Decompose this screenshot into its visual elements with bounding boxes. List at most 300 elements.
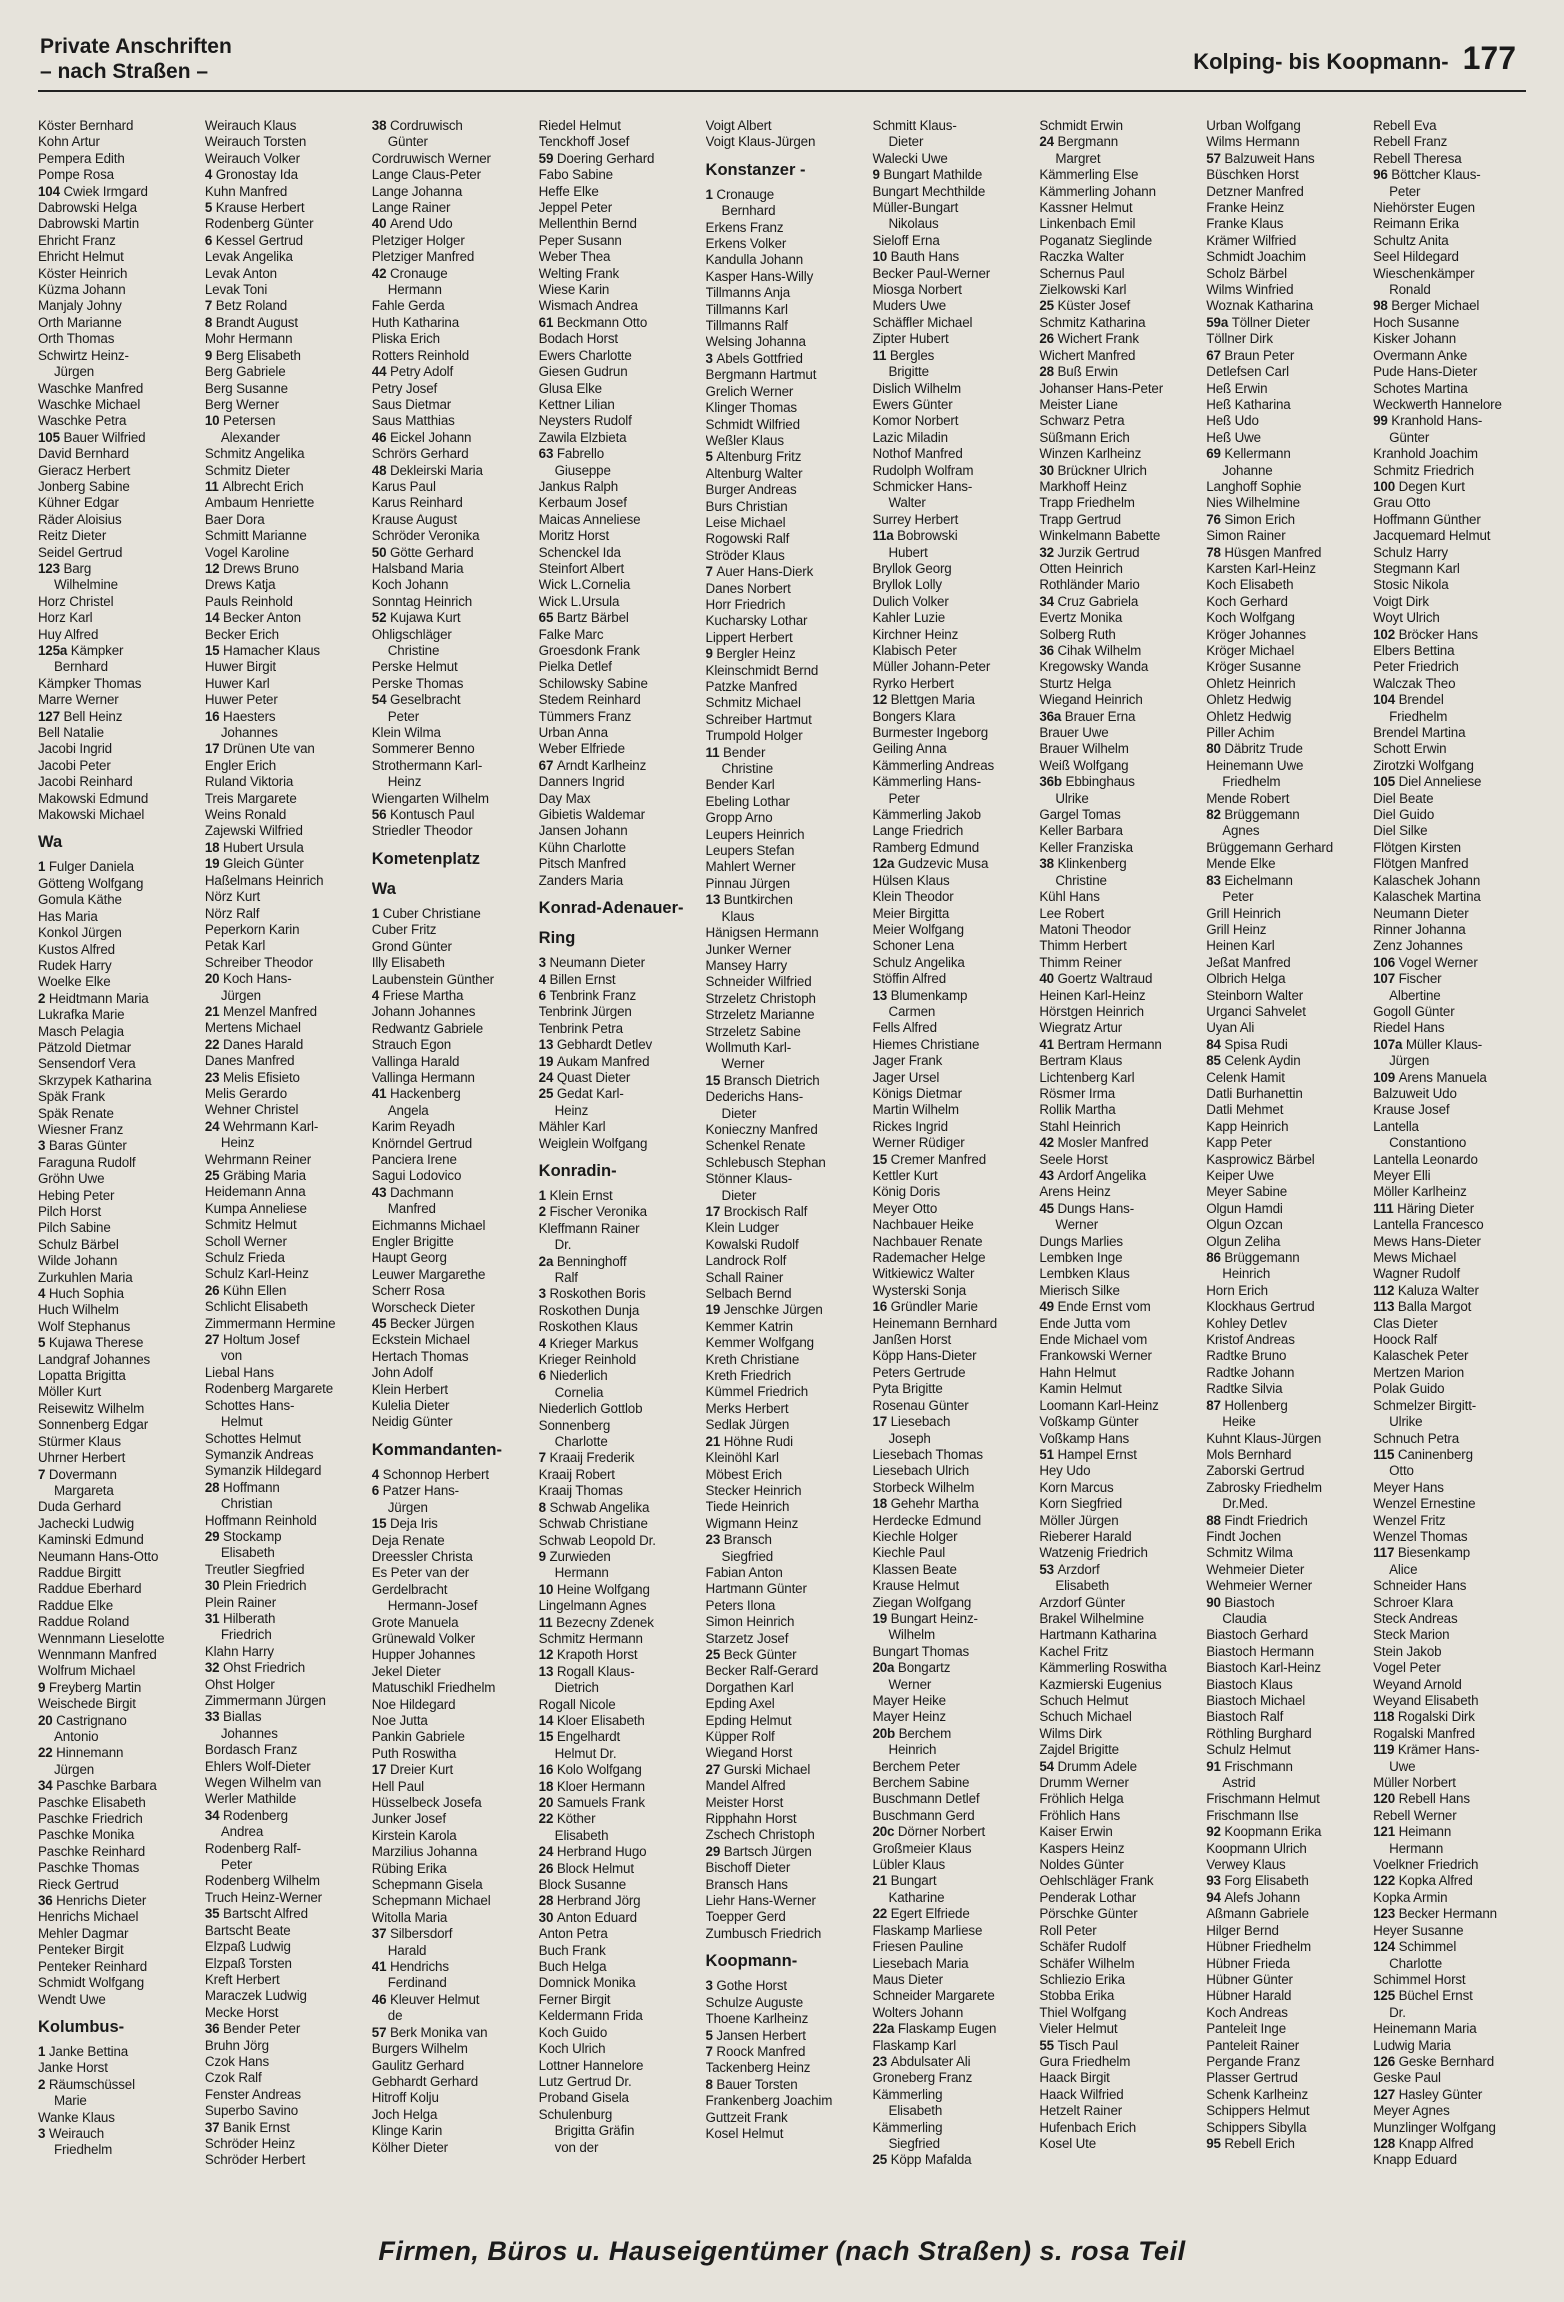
resident-entry: Schulze Auguste (705, 1994, 804, 2010)
resident-entry: Kalaschek Peter (1373, 1348, 1469, 1364)
entry-continuation: Hermann (1389, 1840, 1444, 1856)
resident-entry: 11 Bender (705, 744, 766, 760)
resident-entry: Heffe Elke (538, 183, 599, 199)
resident-entry: Geske Paul (1373, 2070, 1441, 2086)
entry-continuation: Ulrike (1389, 1414, 1423, 1430)
resident-entry: Zschech Christoph (705, 1827, 815, 1843)
resident-entry: Starzetz Josef (705, 1630, 789, 1646)
resident-entry: Leupers Stefan (705, 843, 795, 859)
resident-entry: Lantella (1373, 1118, 1419, 1134)
resident-entry: Mierisch Silke (1039, 1282, 1120, 1298)
resident-entry: Pergande Franz (1206, 2053, 1301, 2069)
entry-continuation: Andrea (220, 1824, 264, 1840)
resident-entry: Kämmerling Else (1039, 167, 1139, 183)
entry-continuation: Angela (387, 1102, 429, 1118)
resident-entry: Sturtz Helga (1039, 675, 1112, 691)
resident-entry: Rübing Erika (371, 1860, 447, 1876)
resident-entry: 57 Berk Monika van (371, 2024, 488, 2040)
entry-continuation: Heinz (220, 1135, 255, 1151)
resident-entry: Rieck Gertrud (38, 1876, 119, 1892)
resident-entry: Koch Ulrich (538, 2041, 606, 2057)
resident-entry: Strzeletz Christoph (705, 990, 816, 1006)
entry-continuation: von der (554, 2139, 599, 2155)
resident-entry: Illy Elisabeth (371, 955, 445, 971)
resident-entry: Knapp Eduard (1373, 2152, 1457, 2168)
resident-entry: 119 Krämer Hans- (1373, 1742, 1480, 1758)
resident-entry: Woelke Elke (38, 974, 111, 990)
resident-entry: Sensendorf Vera (38, 1056, 136, 1072)
entry-continuation: Christian (220, 1496, 273, 1512)
entry-continuation: Antonio (54, 1729, 99, 1744)
resident-entry: Roll Peter (1039, 1922, 1097, 1938)
resident-entry: Seele Horst (1039, 1151, 1108, 1167)
entry-continuation: Jürgen (54, 1761, 95, 1777)
resident-entry: Riedel Helmut (538, 118, 621, 133)
entry-continuation: Elisabeth (888, 2103, 943, 2119)
resident-entry: 49 Ende Ernst vom (1039, 1299, 1151, 1315)
resident-entry: Heß Erwin (1206, 380, 1268, 396)
resident-entry: 121 Heimann (1373, 1824, 1452, 1840)
resident-entry: 76 Simon Erich (1206, 511, 1295, 527)
resident-entry: Kosel Ute (1039, 2135, 1097, 2151)
resident-entry: Pitsch Manfred (538, 856, 626, 872)
entry-continuation: Klaus (721, 908, 755, 924)
resident-entry: 91 Frischmann (1206, 1758, 1293, 1774)
resident-entry: Trapp Friedhelm (1039, 495, 1135, 511)
entry-continuation: Claudia (1222, 1610, 1267, 1626)
resident-entry: Drumm Werner (1039, 1775, 1129, 1791)
resident-entry: Kämmerling Jakob (872, 807, 981, 823)
resident-entry: Schmidt Wolfgang (38, 1975, 145, 1991)
resident-entry: Ruland Viktoria (204, 774, 294, 790)
resident-entry: Schenkel Renate (705, 1138, 806, 1154)
resident-entry: Witolla Maria (371, 1909, 448, 1925)
resident-entry: Jansen Johann (538, 823, 628, 839)
resident-entry: Wendt Uwe (38, 1991, 106, 2007)
resident-entry: Bungart Thomas (872, 1643, 970, 1659)
resident-entry: Rogalski Manfred (1373, 1725, 1475, 1741)
resident-entry: Symanzik Andreas (204, 1446, 314, 1462)
resident-entry: Noe Hildegard (371, 1696, 456, 1712)
resident-entry: Sagui Lodovico (371, 1168, 462, 1184)
resident-entry: Jankus Ralph (538, 478, 618, 494)
resident-entry: Jager Frank (872, 1053, 943, 1069)
resident-entry: Kiechle Paul (872, 1545, 946, 1561)
resident-entry: Zimmermann Hermine (204, 1315, 336, 1331)
resident-entry: Hebing Peter (38, 1187, 115, 1203)
street-heading: Wa (38, 833, 63, 852)
resident-entry: Striedler Theodor (371, 823, 473, 839)
resident-entry: Grote Manuela (371, 1614, 459, 1630)
entry-continuation: Günter (1389, 429, 1430, 445)
resident-entry: Simon Rainer (1206, 528, 1286, 544)
resident-entry: Poganatz Sieglinde (1039, 232, 1153, 248)
resident-entry: Schulz Harry (1373, 544, 1448, 560)
resident-entry: Grill Heinz (1206, 921, 1267, 937)
resident-entry: Halsband Maria (371, 560, 464, 576)
resident-entry: Rebell Theresa (1373, 150, 1462, 166)
entry-continuation: Heinz (554, 1102, 589, 1118)
entry-continuation: Jürgen (387, 1499, 428, 1515)
resident-entry: Diel Guido (1373, 807, 1435, 823)
resident-entry: Krause Helmut (872, 1578, 960, 1594)
resident-entry: Kraaij Thomas (538, 1483, 623, 1499)
resident-entry: 104 Brendel (1373, 692, 1444, 708)
resident-entry: Sommerer Benno (371, 741, 475, 757)
resident-entry: Schmitz Friedrich (1373, 462, 1474, 478)
resident-entry: Kleinschmidt Bernd (705, 662, 819, 678)
resident-entry: Worscheck Dieter (371, 1299, 475, 1315)
resident-entry: Zipter Hubert (872, 331, 949, 347)
entry-continuation: Ronald (1389, 282, 1431, 298)
resident-entry: Wiese Karin (538, 282, 610, 298)
resident-entry: Schottes Helmut (204, 1430, 301, 1446)
resident-entry: Grond Günter (371, 938, 452, 954)
resident-entry: Lantella Leonardo (1373, 1151, 1478, 1167)
resident-entry: Maus Dieter (872, 1971, 943, 1987)
resident-entry: Jeppel Peter (538, 200, 613, 216)
resident-entry: 4 Gronostay Ida (204, 167, 298, 183)
resident-entry: Rebell Franz (1373, 134, 1448, 150)
resident-entry: Strauch Egon (371, 1037, 452, 1053)
entry-continuation: Marie (54, 2093, 87, 2109)
resident-entry: König Doris (872, 1184, 941, 1200)
resident-entry: Schmitz Dieter (204, 462, 290, 478)
directory-column (38, 118, 193, 2183)
resident-entry: 6 Patzer Hans- (371, 1483, 459, 1499)
resident-entry: Hartmann Katharina (1039, 1627, 1157, 1643)
resident-entry: Saus Dietmar (371, 396, 452, 412)
resident-entry: Flötgen Manfred (1373, 856, 1469, 872)
resident-entry: Schwarz Petra (1039, 413, 1125, 429)
resident-entry: Lottner Hannelore (538, 2057, 644, 2073)
resident-entry: Zawila Elzbieta (538, 429, 627, 445)
resident-entry: Rudek Harry (38, 957, 112, 973)
resident-entry: Penteker Reinhard (38, 1958, 148, 1974)
resident-entry: Müller Johann-Peter (872, 659, 991, 675)
resident-entry: Arzdorf Günter (1039, 1594, 1126, 1610)
resident-entry: 26 Kühn Ellen (204, 1282, 287, 1298)
resident-entry: Räder Aloisius (38, 511, 122, 527)
resident-entry: Welting Frank (538, 265, 620, 281)
entry-continuation: Constantiono (1389, 1135, 1467, 1151)
resident-entry: Buschmann Detlef (872, 1791, 980, 1807)
resident-entry: 21 Menzel Manfred (204, 1003, 317, 1019)
entry-continuation: Dieter (721, 1187, 757, 1203)
resident-entry: Scholl Werner (204, 1233, 287, 1249)
resident-entry: Munzlinger Wolfgang (1373, 2119, 1496, 2135)
resident-entry: Liehr Hans-Werner (705, 1893, 816, 1909)
resident-entry: 12 Krapoth Horst (538, 1647, 638, 1663)
resident-entry: 92 Koopmann Erika (1206, 1824, 1322, 1840)
entry-continuation: Elisabeth (220, 1545, 275, 1561)
resident-entry: 22 Danes Harald (204, 1036, 304, 1052)
resident-entry: Ende Michael vom (1039, 1332, 1148, 1348)
resident-entry: 88 Findt Friedrich (1206, 1512, 1308, 1528)
resident-entry: Ambaum Henriette (204, 495, 315, 511)
resident-entry: Wilms Winfried (1206, 282, 1294, 298)
resident-entry: Makowski Edmund (38, 790, 149, 806)
directory-column (539, 118, 694, 2183)
entry-continuation: Friedhelm (1389, 708, 1448, 724)
resident-entry: Ferner Birgit (538, 1991, 611, 2007)
entry-continuation: Peter (220, 1857, 253, 1873)
resident-entry: Hetzelt Rainer (1039, 2103, 1123, 2119)
resident-entry: 26 Block Helmut (538, 1860, 634, 1876)
resident-entry: Hufenbach Erich (1039, 2119, 1137, 2135)
resident-entry: Schmicker Hans- (872, 478, 973, 494)
resident-entry: Wenzel Fritz (1373, 1512, 1446, 1528)
resident-entry: Kölher Dieter (371, 2139, 448, 2155)
resident-entry: Buch Helga (538, 1959, 607, 1975)
resident-entry: Uyan Ali (1206, 1020, 1255, 1036)
entry-continuation: Brigitta Gräfin (554, 2123, 635, 2139)
resident-entry: Sedlak Jürgen (705, 1417, 790, 1433)
resident-entry: Gogoll Günter (1373, 1003, 1455, 1019)
resident-entry: 25 Gräbing Maria (204, 1168, 306, 1183)
entry-continuation: Cornelia (554, 1384, 604, 1400)
resident-entry: Kerbaum Josef (538, 495, 627, 511)
resident-entry: Ripphahn Horst (705, 1811, 797, 1827)
resident-entry: Kaiser Erwin (1039, 1824, 1113, 1840)
resident-entry: 124 Schimmel (1373, 1939, 1457, 1955)
resident-entry: Lichtenberg Karl (1039, 1069, 1135, 1085)
resident-entry: Strzeletz Marianne (705, 1007, 815, 1023)
resident-entry: Kalaschek Martina (1373, 889, 1481, 905)
resident-entry: Levak Toni (204, 282, 268, 298)
resident-entry: 30 Plein Friedrich (204, 1578, 307, 1594)
resident-entry: Woznak Katharina (1206, 298, 1313, 314)
resident-entry: Wolf Stephanus (38, 1318, 131, 1334)
resident-entry: Aßmann Gabriele (1206, 1906, 1309, 1922)
directory-columns (38, 118, 1528, 2183)
resident-entry: Waschke Petra (38, 413, 127, 429)
resident-entry: Schottes Hans- (204, 1397, 295, 1413)
resident-entry: Kämmerling (872, 2086, 943, 2102)
resident-entry: Klein Theodor (872, 889, 954, 905)
resident-entry: 44 Petry Adolf (371, 364, 454, 380)
resident-entry: Noe Jutta (371, 1712, 428, 1728)
resident-entry: Oehlschläger Frank (1039, 1873, 1154, 1889)
entry-continuation: Johannes (220, 725, 278, 741)
entry-continuation: Heinz (387, 774, 422, 790)
resident-entry: Jacobi Reinhard (38, 774, 133, 790)
resident-entry: Levak Angelika (204, 249, 293, 265)
resident-entry: Kapp Heinrich (1206, 1118, 1289, 1134)
resident-entry: Kettler Kurt (872, 1168, 938, 1183)
resident-entry: Heinemann Bernhard (872, 1315, 998, 1331)
resident-entry: Wennmann Lieselotte (38, 1630, 165, 1646)
resident-entry: 29 Stockamp (204, 1528, 282, 1544)
resident-entry: Kulelia Dieter (371, 1398, 450, 1414)
resident-entry: Paschke Reinhard (38, 1843, 146, 1859)
resident-entry: 82 Brüggemann (1206, 807, 1300, 823)
resident-entry: Ohletz Heinrich (1206, 675, 1296, 691)
resident-entry: Olgun Hamdi (1206, 1200, 1283, 1216)
resident-entry: Neidig Günter (371, 1414, 453, 1430)
resident-entry: Olgun Zeliha (1206, 1233, 1281, 1249)
resident-entry: Heß Udo (1206, 413, 1259, 429)
resident-entry: Schmitz Katharina (1039, 314, 1146, 330)
resident-entry: Sonnenberg (538, 1417, 611, 1433)
resident-entry: 45 Dungs Hans- (1039, 1200, 1134, 1216)
resident-entry: 21 Höhne Rudi (705, 1433, 793, 1449)
resident-entry: Konieczny Manfred (705, 1121, 818, 1137)
resident-entry: 54 Geselbracht (371, 692, 461, 708)
resident-entry: Klein Wilma (371, 725, 441, 741)
entry-continuation: Brigitte (888, 364, 929, 380)
resident-entry: Huy Alfred (38, 626, 99, 642)
resident-entry: Dislich Wilhelm (872, 380, 961, 396)
resident-entry: Kohley Detlev (1206, 1315, 1287, 1331)
entry-continuation: Jürgen (54, 364, 95, 380)
resident-entry: Waschke Michael (38, 396, 141, 412)
resident-entry: Wenzel Ernestine (1373, 1496, 1476, 1512)
entry-continuation: Heike (1222, 1414, 1256, 1430)
resident-entry: Meier Birgitta (872, 905, 950, 921)
resident-entry: Kapp Peter (1206, 1135, 1272, 1151)
resident-entry: Treis Margarete (204, 790, 297, 806)
resident-entry: Henrichs Michael (38, 1909, 139, 1925)
resident-entry: Nothof Manfred (872, 446, 963, 462)
resident-entry: 9 Bungart Mathilde (872, 167, 983, 183)
resident-entry: Schippers Sibylla (1206, 2119, 1307, 2135)
resident-entry: Toepper Gerd (705, 1909, 786, 1925)
resident-entry: 105 Diel Anneliese (1373, 774, 1482, 790)
resident-entry: Frankowski Werner (1039, 1348, 1152, 1364)
resident-entry: Kasper Hans-Willy (705, 268, 814, 284)
resident-entry: Hupper Johannes (371, 1647, 476, 1663)
resident-entry: Kettner Lilian (538, 396, 615, 412)
resident-entry: 11 Bezecny Zdenek (538, 1614, 654, 1630)
resident-entry: Herdecke Edmund (872, 1512, 982, 1528)
resident-entry: Leupers Heinrich (705, 826, 805, 842)
resident-entry: 1 Klein Ernst (538, 1187, 613, 1203)
resident-entry: Ramberg Edmund (872, 839, 980, 855)
entry-continuation: Agnes (1222, 823, 1260, 839)
entry-continuation: Jürgen (220, 987, 261, 1003)
resident-entry: Heß Uwe (1206, 429, 1261, 445)
resident-entry: Schröder Herbert (204, 2152, 306, 2168)
resident-entry: 10 Bauth Hans (872, 249, 960, 265)
resident-entry: 100 Degen Kurt (1373, 478, 1465, 494)
resident-entry: 125a Kämpker (38, 643, 124, 658)
resident-entry: Danners Ingrid (538, 774, 625, 790)
resident-entry: Balzuweit Udo (1373, 1085, 1457, 1101)
resident-entry: Hahn Helmut (1039, 1364, 1116, 1380)
resident-entry: Hübner Frieda (1206, 1955, 1290, 1971)
resident-entry: Mohr Hermann (204, 331, 293, 347)
resident-entry: Tenbrink Petra (538, 1020, 623, 1036)
resident-entry: Huch Wilhelm (38, 1302, 119, 1318)
resident-entry: Kirchner Heinz (872, 626, 959, 642)
resident-entry: Müller Norbert (1373, 1775, 1456, 1791)
resident-entry: Hilger Bernd (1206, 1922, 1279, 1938)
resident-entry: Schuch Michael (1039, 1709, 1132, 1725)
resident-entry: Hiemes Christiane (872, 1036, 980, 1052)
resident-entry: Bordasch Franz (204, 1742, 298, 1758)
resident-entry: Zurkuhlen Maria (38, 1269, 133, 1285)
resident-entry: Lange Johanna (371, 183, 463, 199)
resident-entry: Kuhn Manfred (204, 183, 288, 199)
resident-entry: Gibietis Waldemar (538, 807, 645, 823)
resident-entry: Bongers Klara (872, 708, 956, 724)
resident-entry: 2 Räumschüssel (38, 2076, 135, 2092)
resident-entry: Peters Ilona (705, 1597, 776, 1613)
resident-entry: 52 Kujawa Kurt (371, 610, 461, 626)
resident-entry: Rebell Werner (1373, 1807, 1457, 1823)
resident-entry: Datli Mehmet (1206, 1102, 1284, 1118)
resident-entry: Pliska Erich (371, 331, 440, 347)
resident-entry: Becker Paul-Werner (872, 265, 991, 281)
resident-entry: 23 Bransch (705, 1532, 772, 1548)
resident-entry: Kopka Armin (1373, 1889, 1448, 1905)
resident-entry: 16 Haesters (204, 708, 276, 724)
resident-entry: 34 Paschke Barbara (38, 1778, 157, 1794)
resident-entry: Panteleit Rainer (1206, 2037, 1300, 2053)
resident-entry: 86 Brüggemann (1206, 1250, 1300, 1266)
resident-entry: 42 Mosler Manfred (1039, 1135, 1149, 1151)
resident-entry: Weischede Birgit (38, 1696, 136, 1712)
resident-entry: 27 Holtum Josef (204, 1332, 300, 1348)
resident-entry: Bryllok Lolly (872, 577, 942, 593)
resident-entry: 30 Anton Eduard (538, 1909, 637, 1925)
resident-entry: Nachbauer Heike (872, 1217, 974, 1233)
resident-entry: Wanke Klaus (38, 2109, 115, 2125)
resident-entry: Pilch Sabine (38, 1220, 111, 1236)
resident-entry: Dabrowski Helga (38, 200, 137, 216)
resident-entry: Koch Andreas (1206, 2004, 1288, 2020)
directory-column (1206, 118, 1361, 2183)
resident-entry: Burgers Wilhelm (371, 2041, 468, 2057)
resident-entry: 35 Bartscht Alfred (204, 1906, 308, 1922)
resident-entry: Gomula Käthe (38, 892, 122, 908)
resident-entry: Pude Hans-Dieter (1373, 364, 1478, 380)
resident-entry: Kohn Artur (38, 134, 100, 150)
resident-entry: Heinemann Uwe (1206, 757, 1304, 773)
resident-entry: 8 Schwab Angelika (538, 1499, 650, 1515)
resident-entry: Krause Josef (1373, 1102, 1450, 1118)
resident-entry: Walecki Uwe (872, 150, 948, 166)
resident-entry: Marzilius Johanna (371, 1844, 478, 1860)
street-heading: Konstanzer - (705, 160, 806, 179)
resident-entry: Loomann Karl-Heinz (1039, 1397, 1159, 1413)
resident-entry: Detlefsen Carl (1206, 364, 1289, 380)
entry-continuation: Heinrich (888, 1742, 937, 1758)
resident-entry: Schneider Wilfried (705, 974, 812, 990)
resident-entry: Fröhlich Hans (1039, 1807, 1120, 1823)
entry-continuation: Dietrich (554, 1680, 599, 1696)
resident-entry: 123 Becker Hermann (1373, 1906, 1497, 1922)
resident-entry: Wiegratz Artur (1039, 1020, 1123, 1036)
resident-entry: Stobba Erika (1039, 1988, 1115, 2004)
resident-entry: Fahle Gerda (371, 298, 445, 314)
resident-entry: 111 Häring Dieter (1373, 1200, 1475, 1216)
resident-entry: 22a Flaskamp Eugen (872, 2021, 997, 2037)
entry-continuation: Christine (1055, 872, 1107, 888)
resident-entry: Mecke Horst (204, 2004, 279, 2020)
resident-entry: Fenster Andreas (204, 2086, 301, 2102)
resident-entry: Weins Ronald (204, 807, 287, 823)
resident-entry: Wehner Christel (204, 1102, 299, 1118)
resident-entry: Meister Horst (705, 1794, 784, 1810)
resident-entry: Bruhn Jörg (204, 2037, 269, 2053)
resident-entry: Thoene Karlheinz (705, 2011, 809, 2027)
resident-entry: 18 Gehehr Martha (872, 1496, 979, 1512)
entry-continuation: Bernhard (721, 203, 776, 219)
entry-continuation: Hermann (387, 282, 442, 298)
entry-continuation: Christine (721, 761, 774, 777)
